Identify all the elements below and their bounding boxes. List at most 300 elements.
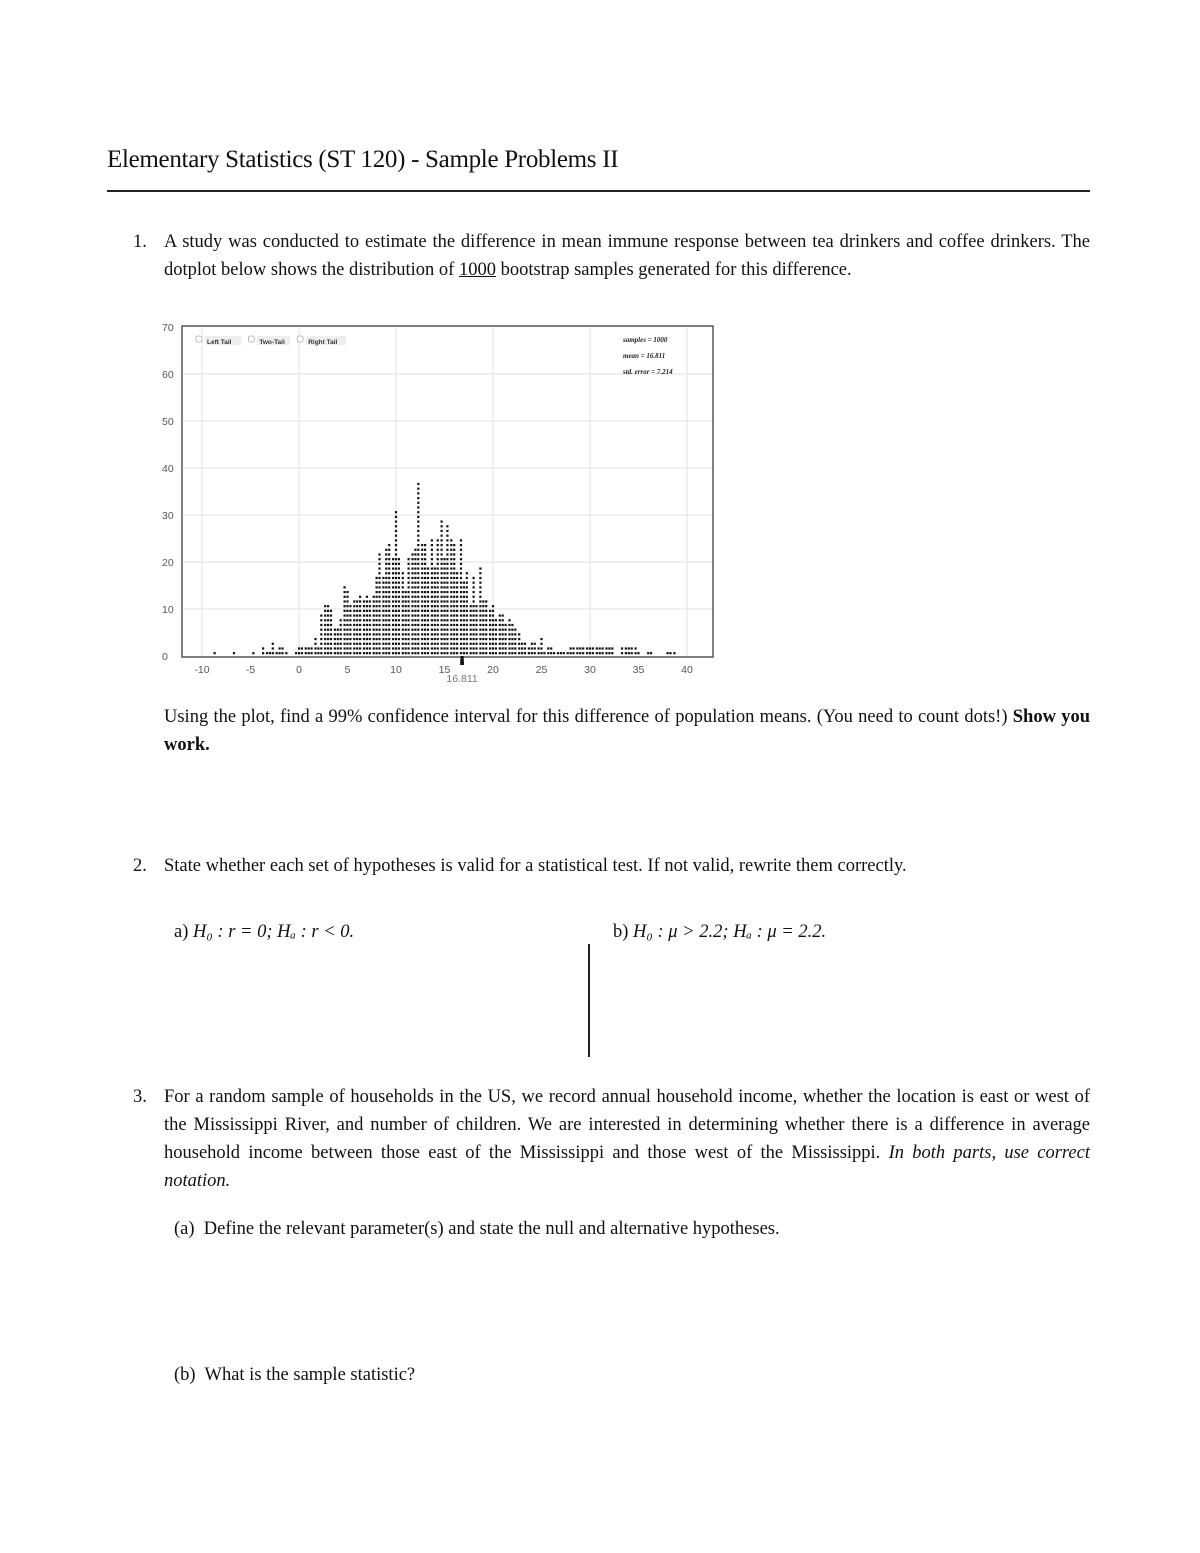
dot bbox=[417, 530, 419, 532]
x-tick-label: -10 bbox=[194, 664, 210, 676]
dot bbox=[324, 624, 326, 626]
dot bbox=[366, 638, 368, 640]
dot bbox=[320, 647, 322, 649]
dot bbox=[402, 647, 404, 649]
dot bbox=[369, 605, 371, 607]
dot bbox=[453, 624, 455, 626]
dot bbox=[346, 624, 348, 626]
dot bbox=[492, 643, 494, 645]
dot bbox=[453, 563, 455, 565]
dot bbox=[398, 596, 400, 598]
dot bbox=[514, 643, 516, 645]
dot bbox=[460, 586, 462, 588]
dot bbox=[463, 600, 465, 602]
dot bbox=[349, 633, 351, 635]
dot bbox=[505, 633, 507, 635]
dot bbox=[272, 652, 274, 654]
dot bbox=[450, 614, 452, 616]
dot bbox=[281, 647, 283, 649]
dot bbox=[492, 610, 494, 612]
dot bbox=[511, 643, 513, 645]
dot bbox=[446, 577, 448, 579]
dot bbox=[327, 647, 329, 649]
dot bbox=[366, 619, 368, 621]
dot bbox=[463, 629, 465, 631]
dot bbox=[411, 619, 413, 621]
dot bbox=[470, 629, 472, 631]
dot bbox=[340, 624, 342, 626]
dot bbox=[346, 633, 348, 635]
dot bbox=[421, 629, 423, 631]
dot bbox=[537, 647, 539, 649]
dot bbox=[456, 572, 458, 574]
dot bbox=[382, 591, 384, 593]
dot bbox=[431, 577, 433, 579]
dot bbox=[434, 624, 436, 626]
dot bbox=[405, 610, 407, 612]
dot bbox=[324, 614, 326, 616]
dot bbox=[495, 629, 497, 631]
tail-option-label: Right Tail bbox=[308, 339, 338, 346]
dot bbox=[330, 647, 332, 649]
dot bbox=[382, 624, 384, 626]
dot bbox=[431, 539, 433, 541]
dot bbox=[482, 605, 484, 607]
dot bbox=[353, 605, 355, 607]
dot bbox=[485, 629, 487, 631]
dot bbox=[385, 652, 387, 654]
dot bbox=[473, 600, 475, 602]
dot bbox=[369, 610, 371, 612]
problem-1-question bbox=[164, 703, 1090, 759]
dot bbox=[499, 647, 501, 649]
dot bbox=[324, 619, 326, 621]
dot bbox=[460, 619, 462, 621]
dot bbox=[589, 647, 591, 649]
dot bbox=[499, 614, 501, 616]
dot bbox=[385, 577, 387, 579]
dot bbox=[434, 610, 436, 612]
dot bbox=[531, 647, 533, 649]
dot bbox=[356, 629, 358, 631]
dot bbox=[340, 643, 342, 645]
dot bbox=[456, 643, 458, 645]
dot bbox=[411, 553, 413, 555]
dot bbox=[528, 647, 530, 649]
dot bbox=[427, 577, 429, 579]
dot bbox=[475, 629, 477, 631]
dot bbox=[405, 643, 407, 645]
dot bbox=[572, 647, 574, 649]
dot bbox=[450, 544, 452, 546]
dot bbox=[446, 600, 448, 602]
dot bbox=[650, 652, 652, 654]
dot bbox=[414, 596, 416, 598]
dot bbox=[373, 624, 375, 626]
dot bbox=[385, 614, 387, 616]
dot bbox=[411, 577, 413, 579]
problem-3-number: 3. bbox=[133, 1087, 147, 1107]
dot bbox=[460, 652, 462, 654]
dot bbox=[567, 652, 569, 654]
dot bbox=[473, 629, 475, 631]
dot bbox=[330, 610, 332, 612]
problem-2-number: 2. bbox=[133, 856, 147, 876]
dot bbox=[453, 619, 455, 621]
dot bbox=[421, 567, 423, 569]
dot bbox=[301, 652, 303, 654]
tail-option-right-tail[interactable] bbox=[297, 336, 346, 346]
dot bbox=[411, 614, 413, 616]
dot bbox=[376, 638, 378, 640]
dot bbox=[417, 619, 419, 621]
dot bbox=[482, 610, 484, 612]
dot bbox=[453, 652, 455, 654]
dot bbox=[437, 629, 439, 631]
dot bbox=[511, 647, 513, 649]
tail-option-two-tail[interactable] bbox=[248, 336, 290, 346]
dot bbox=[473, 577, 475, 579]
dot bbox=[378, 610, 380, 612]
dot bbox=[414, 582, 416, 584]
dot bbox=[395, 600, 397, 602]
dot bbox=[408, 624, 410, 626]
dot bbox=[453, 643, 455, 645]
dot bbox=[405, 647, 407, 649]
y-tick-label: 0 bbox=[162, 651, 168, 663]
dot bbox=[437, 544, 439, 546]
dot bbox=[479, 572, 481, 574]
dot bbox=[359, 652, 361, 654]
dot bbox=[376, 643, 378, 645]
mean-marker-label: 16.811 bbox=[446, 673, 478, 685]
dot bbox=[440, 582, 442, 584]
dot bbox=[378, 586, 380, 588]
dot bbox=[460, 629, 462, 631]
dot bbox=[628, 652, 630, 654]
x-tick-label: 25 bbox=[535, 664, 548, 676]
dot bbox=[417, 600, 419, 602]
dot bbox=[473, 638, 475, 640]
dot bbox=[417, 558, 419, 560]
dot bbox=[479, 577, 481, 579]
dot bbox=[378, 624, 380, 626]
dot bbox=[450, 629, 452, 631]
checkbox[interactable] bbox=[297, 336, 303, 342]
problem-2b-h0: H₀ : μ > 2.2; bbox=[633, 922, 734, 942]
dot bbox=[395, 638, 397, 640]
dot bbox=[346, 596, 348, 598]
dot bbox=[508, 652, 510, 654]
dot bbox=[466, 577, 468, 579]
dot bbox=[317, 647, 319, 649]
dot bbox=[346, 647, 348, 649]
dot bbox=[450, 582, 452, 584]
dot bbox=[443, 586, 445, 588]
dot bbox=[385, 558, 387, 560]
dot bbox=[421, 553, 423, 555]
dot bbox=[470, 633, 472, 635]
dot bbox=[440, 553, 442, 555]
dot bbox=[450, 553, 452, 555]
dot bbox=[424, 572, 426, 574]
dot bbox=[359, 638, 361, 640]
dot bbox=[317, 652, 319, 654]
dot bbox=[417, 647, 419, 649]
dot bbox=[437, 638, 439, 640]
dot bbox=[427, 586, 429, 588]
dot bbox=[334, 652, 336, 654]
dot bbox=[446, 633, 448, 635]
dot bbox=[443, 558, 445, 560]
dot bbox=[388, 558, 390, 560]
dot bbox=[460, 572, 462, 574]
dot bbox=[466, 652, 468, 654]
dot bbox=[443, 652, 445, 654]
dot bbox=[460, 549, 462, 551]
dot bbox=[431, 544, 433, 546]
dot bbox=[450, 624, 452, 626]
dot bbox=[402, 614, 404, 616]
dot bbox=[511, 652, 513, 654]
dot bbox=[392, 586, 394, 588]
dot bbox=[485, 647, 487, 649]
dot bbox=[508, 638, 510, 640]
dot bbox=[369, 629, 371, 631]
problem-3-text-italic: In both parts, use correct notation. bbox=[164, 1143, 1090, 1191]
dot bbox=[378, 582, 380, 584]
dot bbox=[411, 638, 413, 640]
dot bbox=[456, 624, 458, 626]
dot bbox=[427, 610, 429, 612]
dot bbox=[343, 624, 345, 626]
dot bbox=[411, 624, 413, 626]
dot bbox=[443, 633, 445, 635]
dot bbox=[314, 643, 316, 645]
dot bbox=[450, 610, 452, 612]
problem-2a-ha: Hₐ : r < 0. bbox=[277, 922, 355, 942]
dot bbox=[376, 647, 378, 649]
dot bbox=[424, 619, 426, 621]
dot bbox=[405, 614, 407, 616]
dot bbox=[495, 619, 497, 621]
dot bbox=[330, 619, 332, 621]
dot bbox=[417, 497, 419, 499]
dot bbox=[456, 586, 458, 588]
dot bbox=[502, 647, 504, 649]
dot bbox=[382, 647, 384, 649]
dot bbox=[421, 605, 423, 607]
dot bbox=[398, 572, 400, 574]
dot bbox=[479, 647, 481, 649]
dot bbox=[499, 652, 501, 654]
dot bbox=[421, 558, 423, 560]
dot bbox=[431, 624, 433, 626]
dot bbox=[298, 647, 300, 649]
dot bbox=[388, 643, 390, 645]
tail-option-left-tail[interactable] bbox=[196, 336, 241, 346]
checkbox[interactable] bbox=[248, 336, 254, 342]
dot bbox=[359, 605, 361, 607]
dot bbox=[395, 624, 397, 626]
dot bbox=[327, 629, 329, 631]
dot bbox=[485, 605, 487, 607]
dot bbox=[446, 525, 448, 527]
dot bbox=[453, 591, 455, 593]
dot bbox=[417, 596, 419, 598]
dot bbox=[434, 582, 436, 584]
dot bbox=[382, 643, 384, 645]
dot bbox=[431, 629, 433, 631]
dot bbox=[450, 539, 452, 541]
dot bbox=[353, 652, 355, 654]
dot bbox=[456, 610, 458, 612]
dot bbox=[508, 624, 510, 626]
dot bbox=[311, 652, 313, 654]
dot bbox=[424, 596, 426, 598]
dot bbox=[450, 558, 452, 560]
dot bbox=[392, 558, 394, 560]
dot bbox=[385, 591, 387, 593]
dot bbox=[337, 629, 339, 631]
dot bbox=[276, 652, 278, 654]
dot bbox=[453, 600, 455, 602]
dot bbox=[446, 647, 448, 649]
mean-marker-icon[interactable] bbox=[460, 656, 464, 665]
dot bbox=[475, 638, 477, 640]
problem-3-text-main: For a random sample of households in the US, we record annual household income, whether the location is east or west of the Mississippi River, and number of children. We are interested in determining whether there is a difference in average household income between those east of the Mississippi and those west of the Mississippi. bbox=[164, 1087, 1090, 1163]
dot bbox=[557, 652, 559, 654]
dot bbox=[489, 647, 491, 649]
dot bbox=[376, 629, 378, 631]
dot bbox=[456, 652, 458, 654]
dot bbox=[402, 586, 404, 588]
y-tick-label: 30 bbox=[162, 510, 174, 522]
dot bbox=[514, 652, 516, 654]
dot bbox=[434, 652, 436, 654]
dot bbox=[324, 638, 326, 640]
x-tick-label: 20 bbox=[487, 664, 499, 676]
dot bbox=[346, 591, 348, 593]
dot bbox=[440, 577, 442, 579]
dot bbox=[475, 633, 477, 635]
dot bbox=[505, 629, 507, 631]
dot bbox=[414, 605, 416, 607]
dot bbox=[475, 643, 477, 645]
dot bbox=[460, 553, 462, 555]
dot bbox=[437, 647, 439, 649]
dot bbox=[327, 614, 329, 616]
dot bbox=[466, 605, 468, 607]
dot bbox=[440, 614, 442, 616]
dot bbox=[453, 629, 455, 631]
dot bbox=[385, 600, 387, 602]
dot bbox=[431, 558, 433, 560]
dot bbox=[417, 516, 419, 518]
dot bbox=[382, 596, 384, 598]
dot bbox=[408, 558, 410, 560]
dot bbox=[431, 633, 433, 635]
dot bbox=[440, 539, 442, 541]
dot bbox=[343, 610, 345, 612]
dot bbox=[363, 652, 365, 654]
dot bbox=[446, 567, 448, 569]
dot bbox=[460, 577, 462, 579]
dot bbox=[463, 624, 465, 626]
dot bbox=[440, 586, 442, 588]
dot bbox=[405, 591, 407, 593]
dot bbox=[417, 610, 419, 612]
problem-1-question-bold: Show you work. bbox=[164, 707, 1090, 755]
dot bbox=[395, 633, 397, 635]
dot bbox=[479, 586, 481, 588]
dot bbox=[414, 614, 416, 616]
dot bbox=[376, 577, 378, 579]
dot bbox=[528, 652, 530, 654]
dot bbox=[427, 582, 429, 584]
dot bbox=[417, 483, 419, 485]
dot bbox=[363, 629, 365, 631]
dot bbox=[463, 596, 465, 598]
dot bbox=[398, 586, 400, 588]
dot bbox=[450, 577, 452, 579]
dot bbox=[450, 596, 452, 598]
problem-1-number: 1. bbox=[133, 232, 147, 252]
dot bbox=[475, 619, 477, 621]
dot bbox=[272, 643, 274, 645]
problem-2b-label: b) bbox=[613, 922, 629, 942]
dot bbox=[440, 558, 442, 560]
dot bbox=[579, 652, 581, 654]
dot bbox=[378, 652, 380, 654]
dot bbox=[470, 605, 472, 607]
dot bbox=[343, 586, 345, 588]
dot bbox=[402, 652, 404, 654]
dot bbox=[466, 582, 468, 584]
dot bbox=[479, 600, 481, 602]
dot bbox=[579, 647, 581, 649]
dot bbox=[540, 638, 542, 640]
dot bbox=[388, 629, 390, 631]
dot bbox=[414, 638, 416, 640]
dot bbox=[434, 633, 436, 635]
dot bbox=[456, 629, 458, 631]
dot bbox=[378, 633, 380, 635]
dot bbox=[437, 633, 439, 635]
dot bbox=[460, 600, 462, 602]
dot bbox=[502, 614, 504, 616]
dot bbox=[363, 619, 365, 621]
dot bbox=[388, 572, 390, 574]
dot bbox=[421, 600, 423, 602]
dot bbox=[327, 652, 329, 654]
dot bbox=[460, 591, 462, 593]
checkbox[interactable] bbox=[196, 336, 202, 342]
dot bbox=[346, 619, 348, 621]
dot bbox=[440, 643, 442, 645]
dot bbox=[431, 549, 433, 551]
dot bbox=[424, 610, 426, 612]
dot bbox=[453, 610, 455, 612]
dot bbox=[346, 643, 348, 645]
dot bbox=[602, 647, 604, 649]
dot bbox=[408, 582, 410, 584]
dot bbox=[382, 577, 384, 579]
dot bbox=[421, 614, 423, 616]
dot bbox=[408, 596, 410, 598]
dot bbox=[502, 638, 504, 640]
dot bbox=[405, 619, 407, 621]
